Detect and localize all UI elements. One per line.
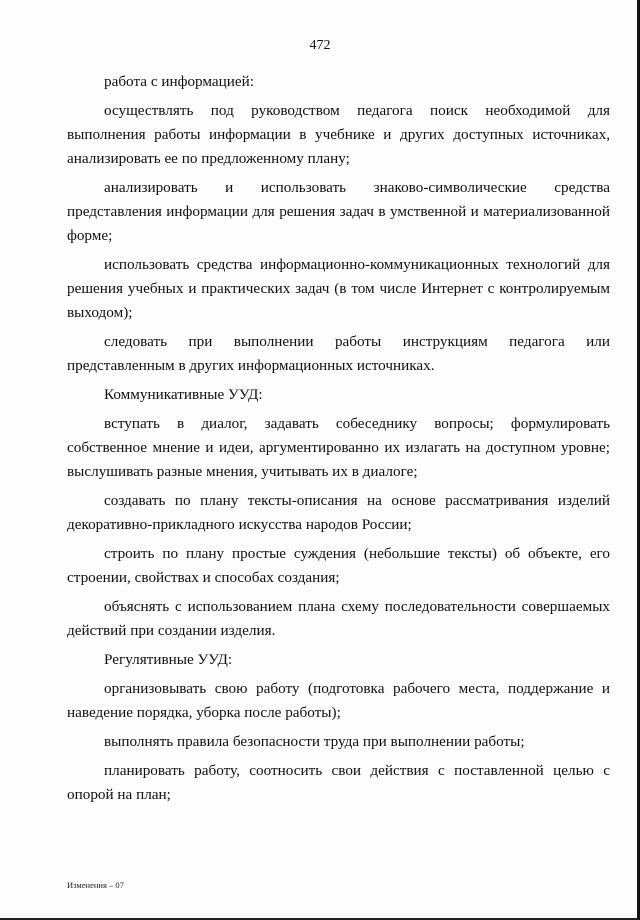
paragraph-descriptive-texts: создавать по плану тексты-описания на основе рассматривания изделий декоративно-прикладного искусства народов России; <box>67 492 610 533</box>
paragraph-organize-work: организовывать свою работу (подготовка рабочего места, поддержание и наведение порядка, уборка после работы); <box>67 680 610 721</box>
paragraph-symbolic-means: анализировать и использовать знаково-символические средства представления информации для решения задач в умственной и материализованной форме; <box>67 179 610 244</box>
paragraph-search-info: осуществлять под руководством педагога поиск необходимой для выполнения работы информации в учебнике и других доступных источниках, анализировать ее по предложенному плану; <box>67 102 610 167</box>
heading-communicative-uud: Коммуникативные УУД: <box>104 386 263 403</box>
paragraph-plan-work: планировать работу, соотносить свои действия с поставленной целью с опорой на план; <box>67 762 610 803</box>
paragraph-follow-instructions: следовать при выполнении работы инструкциям педагога или представленным в других информационных источниках. <box>67 333 610 374</box>
footer-revision-note: Изменения – 07 <box>67 880 124 890</box>
paragraph-dialogue: вступать в диалог, задавать собеседнику вопросы; формулировать собственное мнение и идеи, аргументированно их излагать на доступном уровне; выслушивать разные мнения, учитывать их в диалоге; <box>67 415 610 480</box>
heading-regulatory-uud: Регулятивные УУД: <box>104 651 233 668</box>
paragraph-explain-scheme: объяснять с использованием плана схему последовательности совершаемых действий при создании изделия. <box>67 598 610 639</box>
paragraph-safety-rules: выполнять правила безопасности труда при выполнении работы; <box>104 733 525 750</box>
paragraph-simple-judgements: строить по плану простые суждения (небольшие тексты) об объекте, его строении, свойствах и способах создания; <box>67 545 610 586</box>
page-body <box>67 70 610 812</box>
paragraph-info-work-heading: работа с информацией: <box>104 73 254 90</box>
page-number: 472 <box>309 38 331 53</box>
paragraph-ict-use: использовать средства информационно-коммуникационных технологий для решения учебных и практических задач (в том числе Интернет с контролируемым выходом); <box>67 256 610 321</box>
